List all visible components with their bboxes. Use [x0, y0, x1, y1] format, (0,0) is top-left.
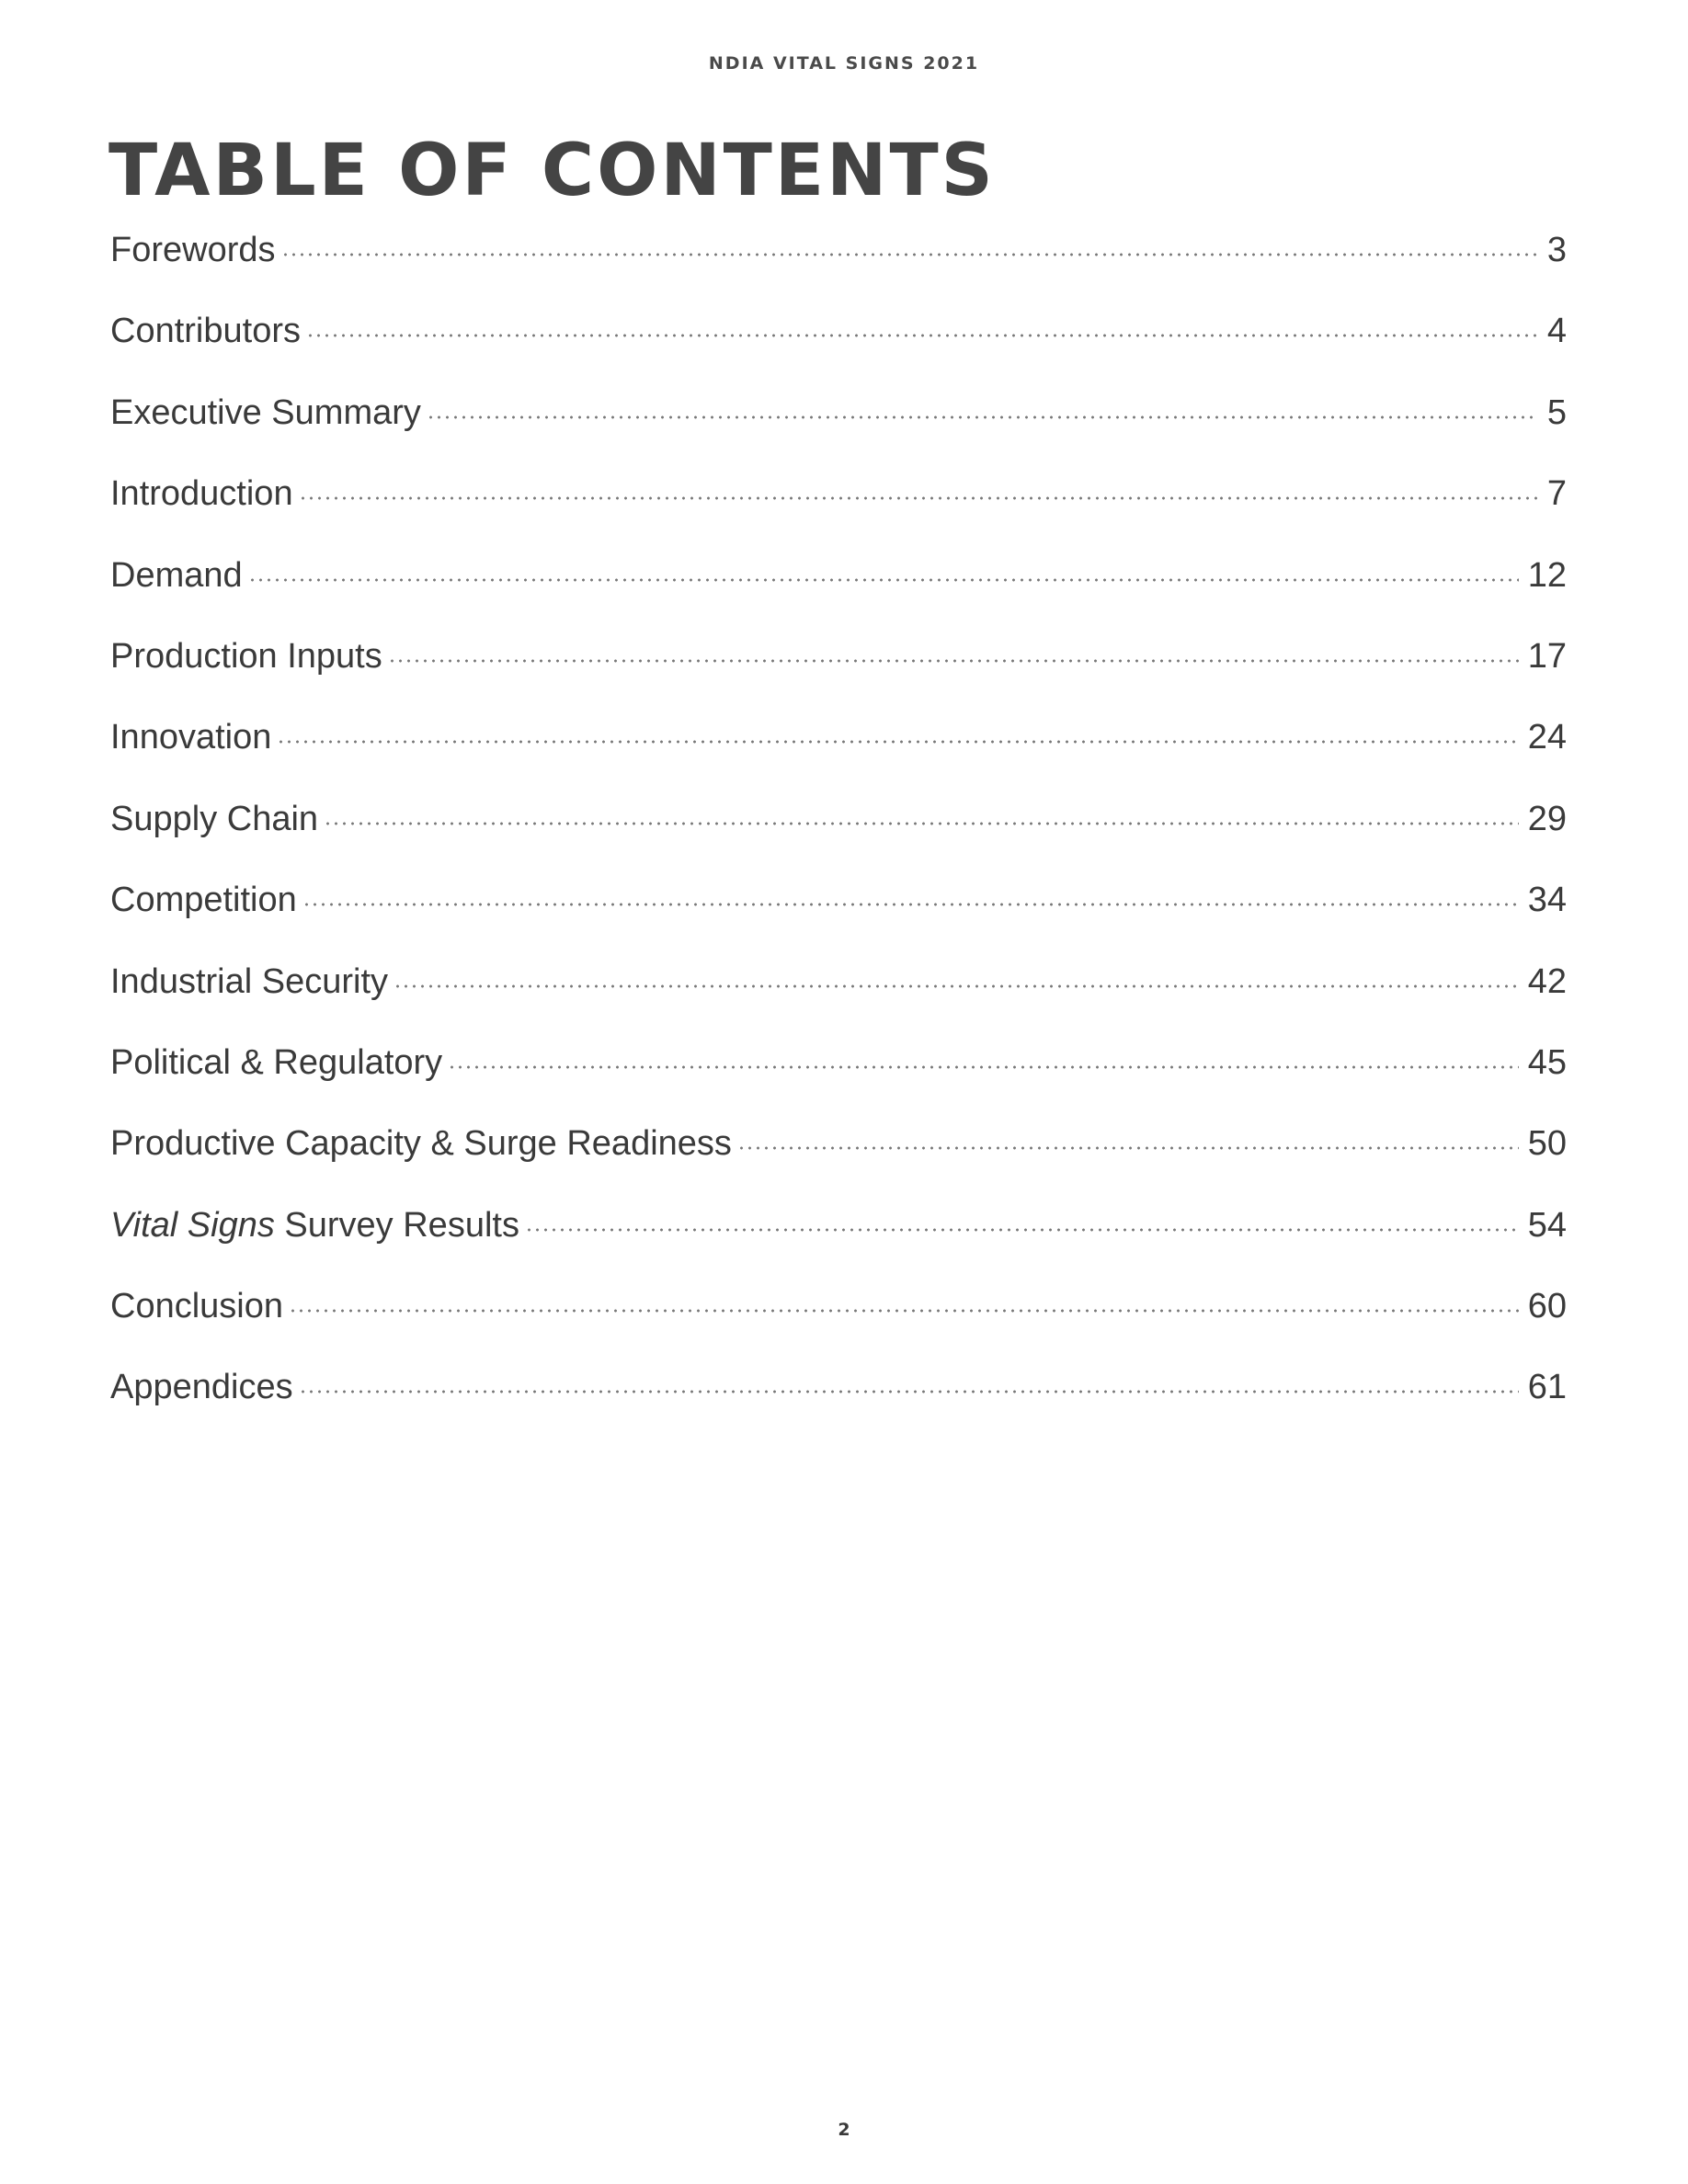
toc-entry-contributors[interactable] — [110, 305, 1567, 386]
toc-entry-industrial-security[interactable] — [110, 956, 1567, 1037]
toc-entry-label: Productive Capacity & Surge Readiness — [110, 1124, 732, 1164]
toc-entry-label-rest: Survey Results — [274, 1205, 519, 1245]
dot-leader — [388, 656, 1519, 665]
toc-entry-page: 24 — [1527, 718, 1567, 757]
toc-entry-competition[interactable] — [110, 874, 1567, 955]
toc-entry-page: 60 — [1527, 1287, 1567, 1326]
toc-entry-page: 61 — [1527, 1368, 1567, 1407]
toc-entry-demand[interactable] — [110, 550, 1567, 631]
toc-entry-page: 12 — [1527, 555, 1567, 595]
page-title: TABLE OF CONTENTS — [108, 130, 996, 212]
toc-entry-label: Demand — [110, 555, 243, 595]
toc-entry-page: 4 — [1546, 312, 1567, 351]
toc-entry-page: 54 — [1527, 1205, 1567, 1245]
toc-entry-label-italic: Vital Signs — [110, 1205, 275, 1245]
toc-entry-label: Production Inputs — [110, 636, 382, 676]
dot-leader — [299, 1387, 1519, 1396]
toc-entry-productive-capacity[interactable] — [110, 1118, 1567, 1199]
dot-leader — [277, 737, 1518, 746]
dot-leader — [393, 982, 1519, 991]
toc-entry-page: 50 — [1527, 1124, 1567, 1164]
toc-entry-label: Conclusion — [110, 1287, 283, 1326]
toc-entry-label: Industrial Security — [110, 961, 389, 1001]
toc-entry-page: 7 — [1546, 474, 1567, 514]
toc-entry-page: 34 — [1527, 881, 1567, 920]
toc-entry-conclusion[interactable] — [110, 1280, 1567, 1361]
page-number: 2 — [838, 2120, 850, 2140]
toc-entry-label: Appendices — [110, 1368, 293, 1407]
toc-entry-forewords[interactable] — [110, 224, 1567, 305]
toc-entry-label: Supply Chain — [110, 799, 319, 838]
running-header: NDIA VITAL SIGNS 2021 — [708, 53, 980, 74]
dot-leader — [248, 575, 1519, 585]
toc-entry-page: 29 — [1527, 799, 1567, 838]
dot-leader — [324, 819, 1519, 828]
toc-entry-label: Forewords — [110, 231, 276, 269]
toc-entry-page: 42 — [1527, 961, 1567, 1001]
toc-entry-appendices[interactable] — [110, 1361, 1567, 1442]
dot-leader — [289, 1306, 1519, 1315]
dot-leader — [281, 250, 1538, 259]
dot-leader — [427, 413, 1537, 422]
toc-entry-executive-summary[interactable] — [110, 387, 1567, 468]
toc-entry-label: Innovation — [110, 718, 272, 757]
dot-leader — [525, 1225, 1519, 1234]
toc-entry-survey-results[interactable] — [110, 1200, 1567, 1280]
dot-leader — [302, 900, 1519, 909]
toc-entry-innovation[interactable] — [110, 711, 1567, 792]
dot-leader — [448, 1063, 1519, 1072]
toc-entry-page: 3 — [1546, 231, 1567, 269]
toc-entry-supply-chain[interactable] — [110, 793, 1567, 874]
dot-leader — [737, 1143, 1519, 1153]
dot-leader — [299, 494, 1537, 503]
toc-entry-label: Introduction — [110, 474, 293, 514]
toc-entry-page: 45 — [1527, 1042, 1567, 1082]
toc-entry-introduction[interactable] — [110, 468, 1567, 549]
toc-entry-production-inputs[interactable] — [110, 631, 1567, 711]
toc-entry-label: Competition — [110, 881, 297, 920]
toc-entry-label: Contributors — [110, 312, 301, 351]
toc-entry-label: Political & Regulatory — [110, 1042, 443, 1082]
toc-entry-label: Executive Summary — [110, 392, 421, 432]
toc-entry-page: 5 — [1546, 392, 1567, 432]
toc-entry-label — [110, 1200, 519, 1251]
toc-entry-page: 17 — [1527, 636, 1567, 676]
dot-leader — [306, 331, 1537, 340]
toc-entry-political-regulatory[interactable] — [110, 1037, 1567, 1118]
toc-list — [110, 224, 1567, 1443]
